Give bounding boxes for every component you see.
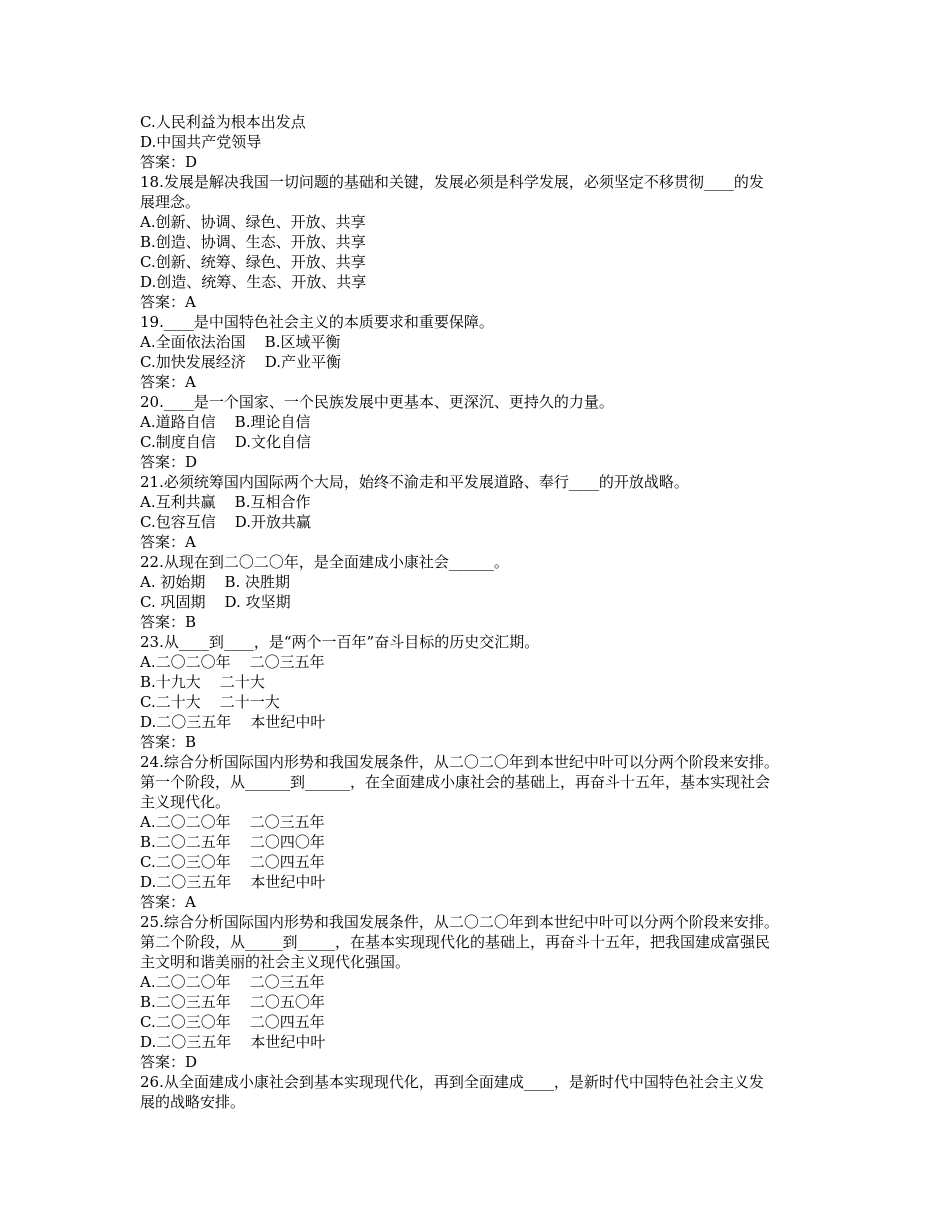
option-line: D.创造、统筹、生态、开放、共享 (140, 273, 367, 291)
option-line: D.二〇三五年 本世纪中叶 (140, 873, 326, 891)
option-line: D.二〇三五年 本世纪中叶 (140, 1033, 326, 1051)
option-line: A.全面依法治国 B.区域平衡 (140, 333, 341, 351)
option-line: C.二〇三〇年 二〇四五年 (140, 1013, 325, 1031)
document-page (140, 112, 830, 1112)
answer-line: 答案：B (140, 613, 197, 631)
answer-line: 答案：A (140, 893, 196, 911)
option-line: A.道路自信 B.理论自信 (140, 413, 311, 431)
option-line: A.二〇二〇年 二〇三五年 (140, 653, 325, 671)
answer-line: 答案：A (140, 533, 196, 551)
question-line: 主义现代化。 (140, 793, 231, 811)
question-line: 22.从现在到二〇二〇年，是全面建成小康社会______。 (140, 553, 509, 571)
option-line: C.创新、统筹、绿色、开放、共享 (140, 253, 366, 271)
option-line: C.加快发展经济 D.产业平衡 (140, 353, 342, 371)
answer-line: 答案：A (140, 373, 196, 391)
option-line: C.制度自信 D.文化自信 (140, 433, 312, 451)
option-line: A.二〇二〇年 二〇三五年 (140, 973, 325, 991)
question-line: 展理念。 (140, 193, 201, 211)
option-line: D.二〇三五年 本世纪中叶 (140, 713, 326, 731)
answer-line: 答案：D (140, 453, 198, 471)
option-line: C.包容互信 D.开放共赢 (140, 513, 312, 531)
text-line: C.人民利益为根本出发点 (140, 113, 306, 131)
answer-line: 答案：A (140, 293, 196, 311)
question-line: 第二个阶段，从_____到_____，在基本实现现代化的基础上，再奋斗十五年，把我国建成富强民 (140, 933, 771, 951)
question-line: 19.____是中国特色社会主义的本质要求和重要保障。 (140, 313, 494, 331)
question-line: 展的战略安排。 (140, 1093, 246, 1111)
option-line: C.二〇三〇年 二〇四五年 (140, 853, 325, 871)
option-line: C.二十大 二十一大 (140, 693, 280, 711)
option-line: B.十九大 二十大 (140, 673, 265, 691)
question-line: 26.从全面建成小康社会到基本实现现代化，再到全面建成____，是新时代中国特色社会主义发 (140, 1073, 764, 1091)
question-line: 第一个阶段，从______到______，在全面建成小康社会的基础上，再奋斗十五年，基本实现社会 (140, 773, 771, 791)
answer-line: 答案：B (140, 733, 197, 751)
option-line: A.创新、协调、绿色、开放、共享 (140, 213, 366, 231)
question-line: 18.发展是解决我国一切问题的基础和关键，发展必须是科学发展，必须坚定不移贯彻____的发 (140, 173, 764, 191)
option-line: A.二〇二〇年 二〇三五年 (140, 813, 325, 831)
question-line: 20.____是一个国家、一个民族发展中更基本、更深沉、更持久的力量。 (140, 393, 614, 411)
question-line: 24.综合分析国际国内形势和我国发展条件，从二〇二〇年到本世纪中叶可以分两个阶段来安排。 (140, 753, 779, 771)
question-line: 21.必须统筹国内国际两个大局，始终不渝走和平发展道路、奉行____的开放战略。 (140, 473, 689, 491)
option-line: B.二〇二五年 二〇四〇年 (140, 833, 325, 851)
text-line: D.中国共产党领导 (140, 133, 262, 151)
question-line: 25.综合分析国际国内形势和我国发展条件，从二〇二〇年到本世纪中叶可以分两个阶段来安排。 (140, 913, 779, 931)
option-line: B.创造、协调、生态、开放、共享 (140, 233, 366, 251)
option-line: A.互利共赢 B.互相合作 (140, 493, 311, 511)
answer-line: 答案：D (140, 153, 198, 171)
option-line: A. 初始期 B. 决胜期 (140, 573, 291, 591)
option-line: B.二〇三五年 二〇五〇年 (140, 993, 325, 1011)
question-line: 主文明和谐美丽的社会主义现代化强国。 (140, 953, 411, 971)
question-line: 23.从____到____，是“两个一百年”奋斗目标的历史交汇期。 (140, 633, 540, 651)
option-line: C. 巩固期 D. 攻坚期 (140, 593, 291, 611)
answer-line: 答案：D (140, 1053, 198, 1071)
